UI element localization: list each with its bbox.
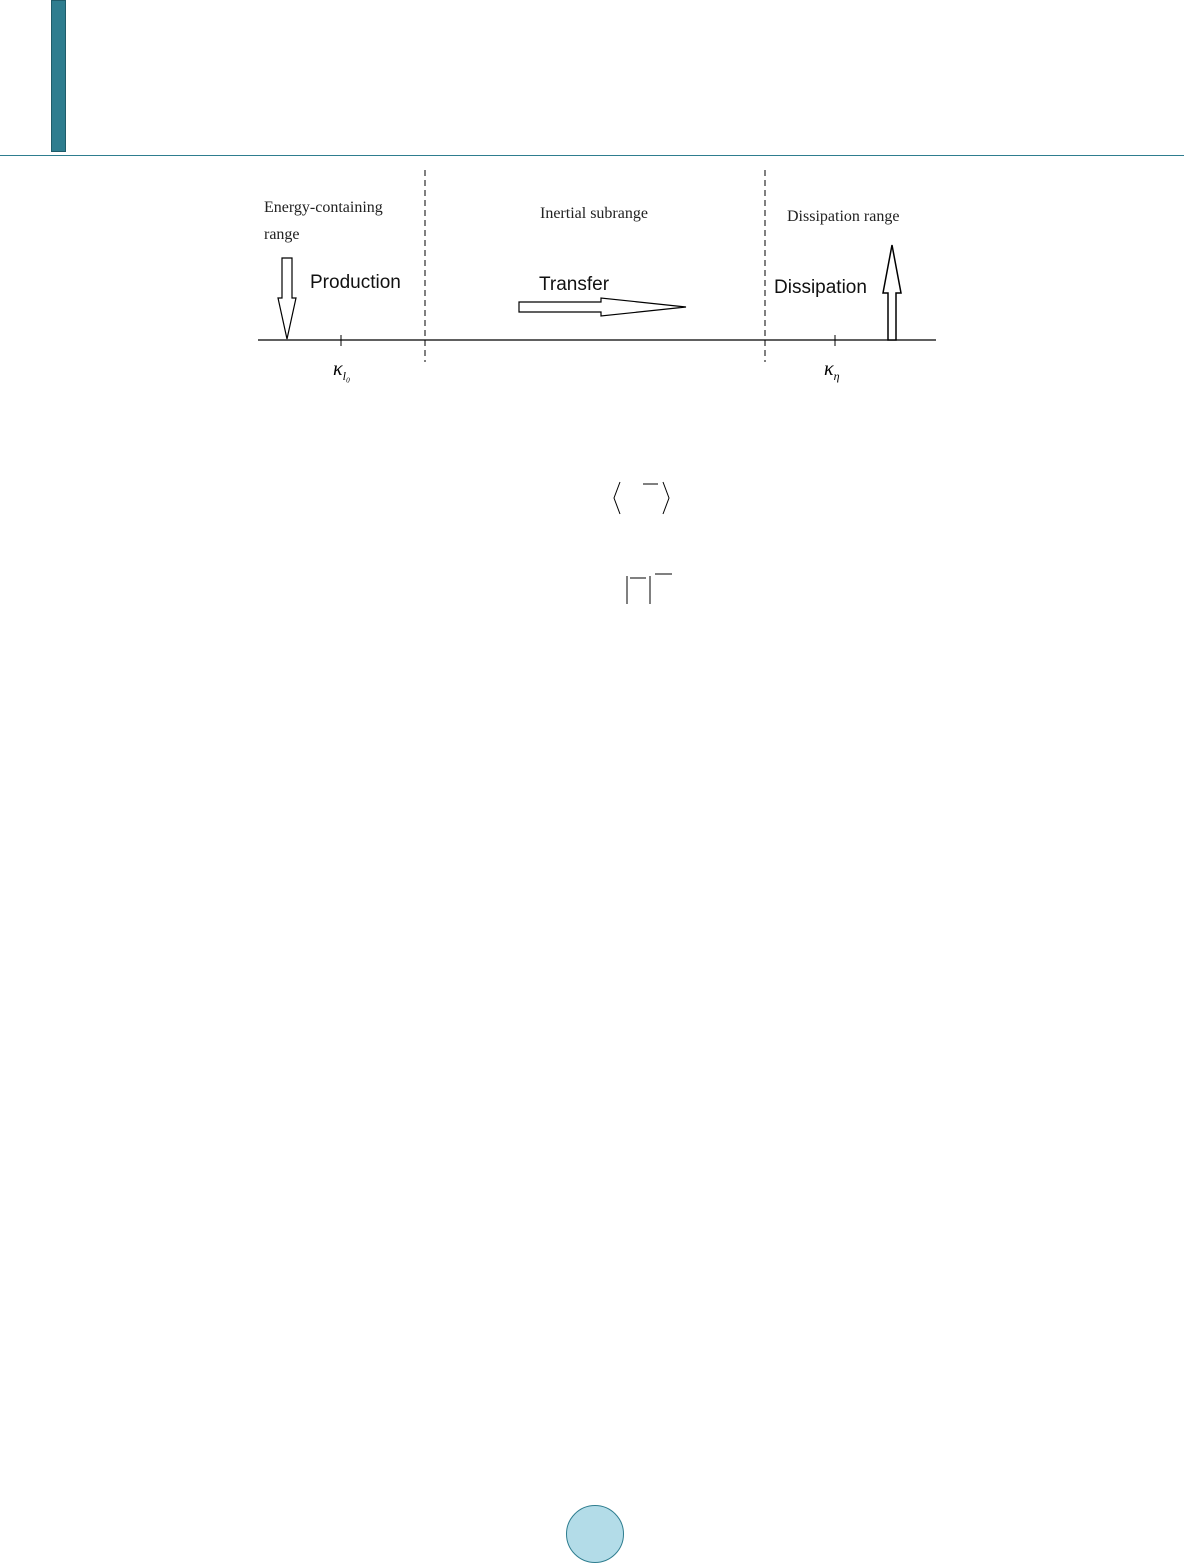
kappa-l0-label: $\kappa_{l_0}$ — [333, 358, 351, 383]
transfer-arrow — [519, 298, 686, 316]
page-number-badge — [566, 1505, 624, 1563]
energy-cascade-figure — [250, 165, 950, 400]
production-label: Production — [310, 272, 401, 293]
production-arrow — [278, 258, 296, 339]
dissipation-label: Dissipation — [774, 277, 867, 298]
header-accent-bar — [51, 0, 66, 152]
header-rule — [0, 155, 1184, 156]
inertial-subrange-label: Inertial subrange — [540, 205, 648, 222]
angle-bracket-glyph — [610, 478, 674, 518]
energy-containing-label: Energy-containing — [264, 199, 383, 216]
norm-bar-glyph — [620, 568, 680, 608]
energy-containing-label-2: range — [264, 226, 300, 243]
kappa-eta-label: $\kappa_\eta$ — [824, 358, 840, 383]
dissipation-range-label: Dissipation range — [787, 208, 900, 225]
transfer-label: Transfer — [539, 274, 610, 295]
dissipation-arrow — [883, 245, 901, 340]
